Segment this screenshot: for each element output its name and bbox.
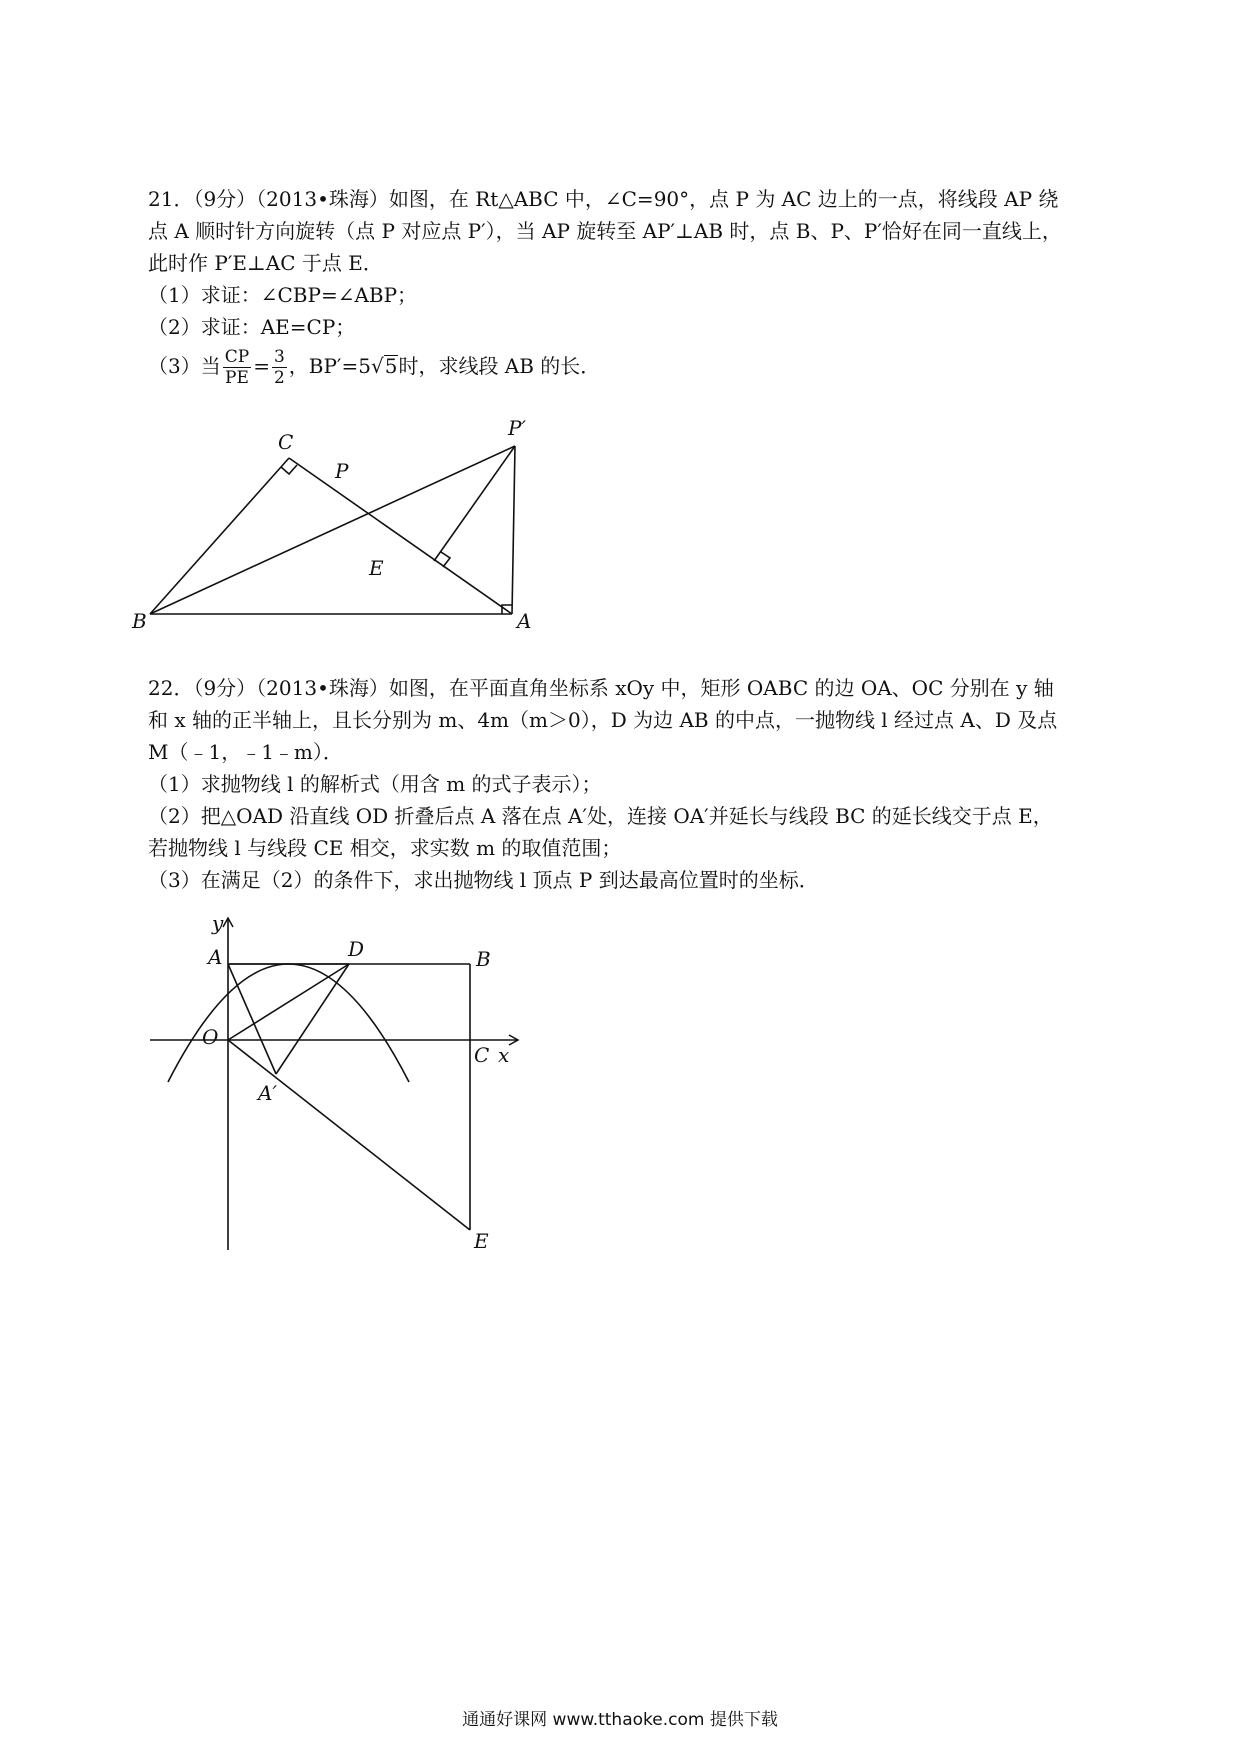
q22-figure	[140, 910, 540, 1255]
q22-sub-3: （3）在满足（2）的条件下，求出抛物线 l 顶点 P 到达最高位置时的坐标．	[148, 868, 819, 892]
q22-sub-2b: 若抛物线 l 与线段 CE 相交，求实数 m 的取值范围；	[148, 836, 622, 860]
q22-line-3: M（﹣1，﹣1﹣m）．	[148, 740, 343, 764]
label-c: C	[278, 430, 294, 454]
label-b: B	[476, 947, 491, 971]
segment-ap1	[512, 446, 515, 614]
segment-a1d	[276, 964, 349, 1074]
q21-sub-3-prefix: （3）当	[148, 354, 221, 378]
fraction-denominator: PE	[225, 368, 249, 388]
label-p-prime: P′	[508, 416, 526, 440]
q21-line-2: 点 A 顺时针方向旋转（点 P 对应点 P′），当 AP 旋转至 AP′⊥AB 时，点 B、P、P′恰好在同一直线上，	[148, 219, 1062, 243]
label-p: P	[335, 459, 349, 483]
segment-p1e	[434, 446, 515, 561]
segment-bc	[150, 458, 289, 614]
label-c: C	[474, 1043, 490, 1067]
label-b: B	[132, 609, 147, 633]
right-angle-c	[281, 465, 297, 474]
segment-bp1	[150, 446, 515, 614]
question-21	[148, 183, 1098, 388]
parabola-l	[168, 964, 409, 1082]
q21-sub-3-suffix: 时，求线段 AB 的长．	[398, 354, 601, 378]
label-e: E	[474, 1229, 489, 1253]
label-a-prime: A′	[258, 1081, 277, 1105]
label-e: E	[369, 556, 384, 580]
label-d: D	[348, 937, 365, 961]
label-x: x	[498, 1043, 510, 1067]
fraction-numerator: CP	[224, 347, 250, 367]
q21-equals: =	[253, 354, 270, 378]
q21-radicand: 5	[384, 354, 398, 378]
label-a: A	[208, 945, 223, 969]
page-footer: 通通好课网 www.tthaoke.com 提供下载	[462, 1710, 778, 1730]
sqrt-sign: √	[370, 354, 384, 378]
q21-fraction-cp-pe	[223, 347, 251, 388]
q21-fraction-3-2	[272, 347, 287, 388]
q21-line-1: 21．（9分）（2013•珠海）如图，在 Rt△ABC 中，∠C=90°，点 P 为 AC 边上的一点，将线段 AP 绕	[148, 187, 1059, 211]
q21-sub-2: （2）求证：AE=CP；	[148, 315, 356, 339]
question-22	[148, 672, 1098, 896]
q21-line-3: 此时作 P′E⊥AC 于点 E．	[148, 251, 383, 275]
fraction-denominator: 2	[273, 368, 285, 388]
label-a: A	[517, 609, 532, 633]
segment-oe	[228, 1040, 470, 1230]
segment-aa1	[228, 964, 276, 1074]
q22-line-1: 22．（9分）（2013•珠海）如图，在平面直角坐标系 xOy 中，矩形 OABC 的边 OA、OC 分别在 y 轴	[148, 676, 1054, 700]
q21-sub-3	[148, 347, 1098, 388]
q21-sub-3-mid: ，BP′=5	[288, 354, 371, 378]
segment-od	[228, 964, 349, 1040]
q22-line-2: 和 x 轴的正半轴上，且长分别为 m、4m（m＞0），D 为边 AB 的中点，一抛物线 l 经过点 A、D 及点	[148, 708, 1058, 732]
label-o: O	[202, 1025, 219, 1049]
q22-sub-2a: （2）把△OAD 沿直线 OD 折叠后点 A 落在点 A′处，连接 OA′并延长与线段 BC 的延长线交于点 E，	[148, 804, 1053, 828]
q21-figure	[132, 415, 560, 640]
q22-sub-1: （1）求抛物线 l 的解析式（用含 m 的式子表示）；	[148, 772, 602, 796]
segment-ca	[289, 458, 512, 614]
fraction-numerator: 3	[273, 347, 285, 367]
q21-sub-1: （1）求证：∠CBP=∠ABP；	[148, 283, 418, 307]
label-y: y	[212, 911, 224, 935]
